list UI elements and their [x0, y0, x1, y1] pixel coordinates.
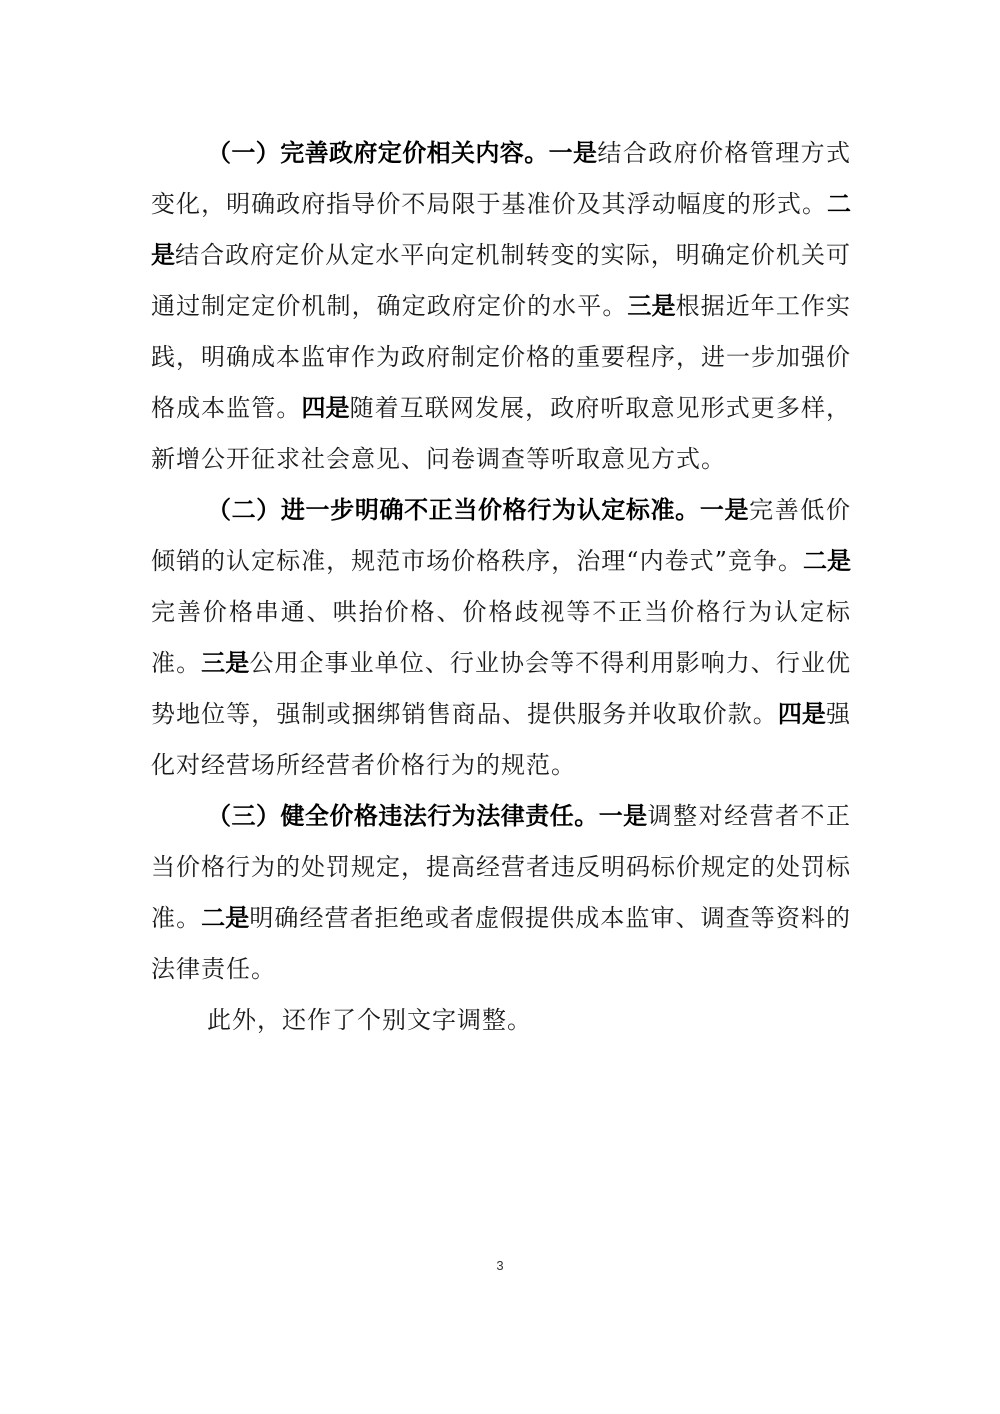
paragraph-government-pricing — [151, 128, 851, 485]
paragraph-text: 强化对经营场所经营者价格行为的规范。 — [151, 700, 852, 779]
keyword: 二是 — [201, 904, 250, 932]
keyword: 四是 — [777, 700, 827, 728]
keyword: 三是 — [201, 649, 250, 677]
keyword: 一是 — [699, 496, 750, 524]
paragraph-text: 公用企事业单位、行业协会等不得利用影响力、行业优势地位等，强制或捆绑销售商品、提供服务并收取价款。 — [151, 649, 852, 728]
paragraph-legal-liability — [151, 791, 851, 995]
keyword: 二是 — [151, 190, 851, 269]
paragraph-text: 完善低价倾销的认定标准，规范市场价格秩序，治理“内卷式”竞争。 — [151, 496, 852, 575]
paragraph-text: 完善价格串通、哄抬价格、价格歧视等不正当价格行为认定标准。 — [151, 598, 851, 677]
paragraph-unfair-pricing — [151, 485, 851, 791]
keyword: 二是 — [802, 547, 852, 575]
document-body — [151, 128, 851, 1046]
paragraph-text: 随着互联网发展，政府听取意见形式更多样，新增公开征求社会意见、问卷调查等听取意见方式。 — [151, 394, 852, 473]
paragraph-text: 结合政府定价从定水平向定机制转变的实际，明确定价机关可通过制定定价机制，确定政府定价的水平。 — [151, 241, 852, 320]
page-number: 3 — [496, 1258, 504, 1273]
keyword: 一是 — [598, 802, 648, 830]
paragraph-text: 调整对经营者不正当价格行为的处罚规定，提高经营者违反明码标价规定的处罚标准。 — [151, 802, 852, 932]
closing-text: 此外，还作了个别文字调整。 — [207, 1006, 532, 1034]
paragraph-text: 根据近年工作实践，明确成本监审作为政府制定价格的重要程序，进一步加强价格成本监管。 — [151, 292, 852, 422]
paragraph-text: 结合政府价格管理方式变化，明确政府指导价不局限于基准价及其浮动幅度的形式。 — [151, 139, 852, 218]
paragraph-heading: （三）健全价格违法行为法律责任。 — [207, 802, 599, 830]
keyword: 三是 — [627, 292, 676, 320]
paragraph-closing — [151, 995, 851, 1046]
keyword: 四是 — [301, 394, 350, 422]
keyword: 一是 — [548, 139, 598, 167]
paragraph-heading: （二）进一步明确不正当价格行为认定标准。 — [207, 496, 700, 524]
paragraph-heading: （一）完善政府定价相关内容。 — [207, 139, 549, 167]
paragraph-text: 明确经营者拒绝或者虚假提供成本监审、调查等资料的法律责任。 — [151, 904, 852, 983]
